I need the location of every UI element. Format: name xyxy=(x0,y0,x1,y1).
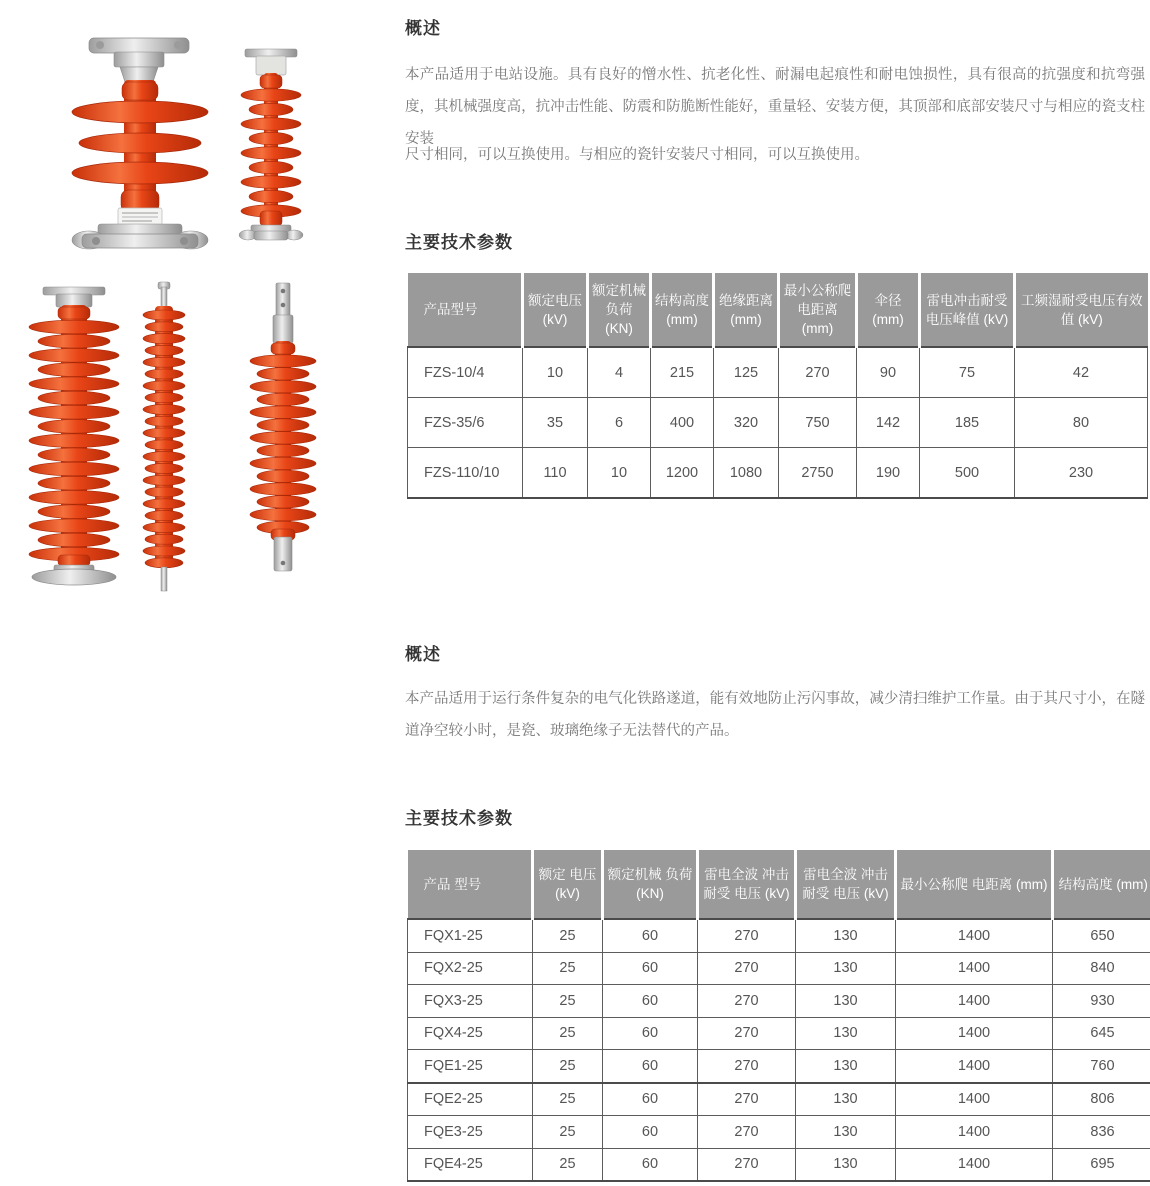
value-cell: 1400 xyxy=(896,1083,1053,1116)
value-cell: 1200 xyxy=(651,448,714,499)
col-header: 额定机械 负荷 (KN) xyxy=(603,850,698,919)
table-row xyxy=(408,1050,1150,1083)
value-cell: 25 xyxy=(533,1050,603,1083)
value-cell: 25 xyxy=(533,1116,603,1149)
value-cell: 500 xyxy=(920,448,1015,499)
value-cell: 130 xyxy=(796,1017,896,1050)
value-cell: 215 xyxy=(651,347,714,398)
table-row xyxy=(408,448,1148,499)
value-cell: 230 xyxy=(1015,448,1148,499)
value-cell: 320 xyxy=(714,398,779,448)
value-cell: 1400 xyxy=(896,1116,1053,1149)
table-header-row xyxy=(408,273,1148,347)
value-cell: 60 xyxy=(603,1050,698,1083)
table-row xyxy=(408,952,1150,985)
value-cell: 185 xyxy=(920,398,1015,448)
product-model-cell: FQX3-25 xyxy=(408,985,533,1018)
value-cell: 25 xyxy=(533,919,603,952)
value-cell: 270 xyxy=(698,1017,796,1050)
square-fitting-rod-insulator-image xyxy=(248,281,318,578)
table-row xyxy=(408,398,1148,448)
value-cell: 840 xyxy=(1053,952,1150,985)
table-row xyxy=(408,347,1148,398)
value-cell: 1400 xyxy=(896,952,1053,985)
value-cell: 2750 xyxy=(779,448,857,499)
value-cell: 75 xyxy=(920,347,1015,398)
value-cell: 130 xyxy=(796,1083,896,1116)
product-model-cell: FQE2-25 xyxy=(408,1083,533,1116)
product-model-cell: FQE1-25 xyxy=(408,1050,533,1083)
overview-paragraph-2: 尺寸相同，可以互换使用。与相应的瓷针安装尺寸相同，可以互换使用。 xyxy=(405,147,869,163)
value-cell: 270 xyxy=(698,919,796,952)
col-header: 绝缘距离 (mm) xyxy=(714,273,779,347)
value-cell: 35 xyxy=(523,398,588,448)
overview-heading-2: 概述 xyxy=(405,645,441,664)
product-model-cell: FQE4-25 xyxy=(408,1148,533,1181)
col-header: 额定 电压 (kV) xyxy=(533,850,603,919)
value-cell: 42 xyxy=(1015,347,1148,398)
table-row xyxy=(408,1083,1150,1116)
col-header: 产品型号 xyxy=(408,273,523,347)
value-cell: 80 xyxy=(1015,398,1148,448)
value-cell: 25 xyxy=(533,1148,603,1181)
value-cell: 130 xyxy=(796,1050,896,1083)
col-header: 雷电全波 冲击耐受 电压 (kV) xyxy=(698,850,796,919)
value-cell: 270 xyxy=(698,1116,796,1149)
value-cell: 650 xyxy=(1053,919,1150,952)
params-heading-2: 主要技术参数 xyxy=(405,809,513,828)
value-cell: 60 xyxy=(603,952,698,985)
value-cell: 130 xyxy=(796,919,896,952)
col-header: 额定机械负荷 (KN) xyxy=(588,273,651,347)
value-cell: 270 xyxy=(698,1050,796,1083)
params-heading-1: 主要技术参数 xyxy=(405,233,513,252)
value-cell: 930 xyxy=(1053,985,1150,1018)
product-model-cell: FZS-35/6 xyxy=(408,398,523,448)
value-cell: 90 xyxy=(857,347,920,398)
product-model-cell: FZS-10/4 xyxy=(408,347,523,398)
fqx-params-table xyxy=(407,850,1150,1182)
station-post-insulator-image xyxy=(52,32,227,265)
value-cell: 1400 xyxy=(896,1148,1053,1181)
value-cell: 130 xyxy=(796,952,896,985)
value-cell: 110 xyxy=(523,448,588,499)
col-header: 结构高度 (mm) xyxy=(651,273,714,347)
value-cell: 25 xyxy=(533,952,603,985)
value-cell: 60 xyxy=(603,1083,698,1116)
content-column xyxy=(405,0,1150,1186)
value-cell: 142 xyxy=(857,398,920,448)
value-cell: 25 xyxy=(533,1083,603,1116)
value-cell: 1400 xyxy=(896,985,1053,1018)
value-cell: 10 xyxy=(523,347,588,398)
col-header: 额定电压 (kV) xyxy=(523,273,588,347)
value-cell: 60 xyxy=(603,985,698,1018)
value-cell: 60 xyxy=(603,1116,698,1149)
product-model-cell: FQX2-25 xyxy=(408,952,533,985)
value-cell: 806 xyxy=(1053,1083,1150,1116)
col-header: 结构高度 (mm) xyxy=(1053,850,1150,919)
value-cell: 25 xyxy=(533,985,603,1018)
product-images-column xyxy=(0,0,400,1186)
col-header: 最小公称爬电距离 (mm) xyxy=(779,273,857,347)
value-cell: 750 xyxy=(779,398,857,448)
value-cell: 645 xyxy=(1053,1017,1150,1050)
col-header: 工频湿耐受电压有效值 (kV) xyxy=(1015,273,1148,347)
product-model-cell: FQX4-25 xyxy=(408,1017,533,1050)
value-cell: 130 xyxy=(796,1116,896,1149)
table-row xyxy=(408,1116,1150,1149)
table-row xyxy=(408,1148,1150,1181)
overview-heading-1: 概述 xyxy=(405,19,441,38)
fzs-params-table xyxy=(407,273,1148,499)
table-row xyxy=(408,985,1150,1018)
pin-post-insulator-image xyxy=(228,45,314,250)
value-cell: 1400 xyxy=(896,919,1053,952)
value-cell: 270 xyxy=(779,347,857,398)
value-cell: 1400 xyxy=(896,1050,1053,1083)
value-cell: 130 xyxy=(796,1148,896,1181)
value-cell: 270 xyxy=(698,1148,796,1181)
value-cell: 270 xyxy=(698,985,796,1018)
value-cell: 4 xyxy=(588,347,651,398)
value-cell: 400 xyxy=(651,398,714,448)
value-cell: 1400 xyxy=(896,1017,1053,1050)
table-row xyxy=(408,1017,1150,1050)
col-header: 雷电全波 冲击耐受 电压 (kV) xyxy=(796,850,896,919)
table-header-row xyxy=(408,850,1150,919)
value-cell: 60 xyxy=(603,919,698,952)
value-cell: 1080 xyxy=(714,448,779,499)
overview-paragraph-1: 本产品适用于电站设施。具有良好的憎水性、抗老化性、耐漏电起痕性和耐电蚀损性，具有很高的抗强度和抗弯强度，其机械强度高，抗冲击性能、防震和防脆断性能好，重量轻、安装方便，其顶部和底部安装尺寸与相应的瓷支柱安装 xyxy=(405,67,1145,147)
value-cell: 270 xyxy=(698,1083,796,1116)
col-header: 伞径 (mm) xyxy=(857,273,920,347)
product-model-cell: FQE3-25 xyxy=(408,1116,533,1149)
value-cell: 125 xyxy=(714,347,779,398)
overview-paragraph-3: 本产品适用于运行条件复杂的电气化铁路遂道，能有效地防止污闪事故，减少清扫维护工作量。由于其尺寸小，在隧道净空较小时，是瓷、玻璃绝缘子无法替代的产品。 xyxy=(405,691,1145,739)
table-row xyxy=(408,919,1150,952)
value-cell: 836 xyxy=(1053,1116,1150,1149)
value-cell: 130 xyxy=(796,985,896,1018)
value-cell: 695 xyxy=(1053,1148,1150,1181)
value-cell: 10 xyxy=(588,448,651,499)
value-cell: 25 xyxy=(533,1017,603,1050)
value-cell: 760 xyxy=(1053,1050,1150,1083)
col-header: 产品 型号 xyxy=(408,850,533,919)
value-cell: 6 xyxy=(588,398,651,448)
value-cell: 60 xyxy=(603,1148,698,1181)
col-header: 最小公称爬 电距离 (mm) xyxy=(896,850,1053,919)
col-header: 雷电冲击耐受电压峰值 (kV) xyxy=(920,273,1015,347)
product-model-cell: FQX1-25 xyxy=(408,919,533,952)
value-cell: 270 xyxy=(698,952,796,985)
value-cell: 60 xyxy=(603,1017,698,1050)
tall-post-insulator-image xyxy=(26,283,122,593)
product-model-cell: FZS-110/10 xyxy=(408,448,523,499)
slim-rod-insulator-image xyxy=(136,280,192,600)
value-cell: 190 xyxy=(857,448,920,499)
